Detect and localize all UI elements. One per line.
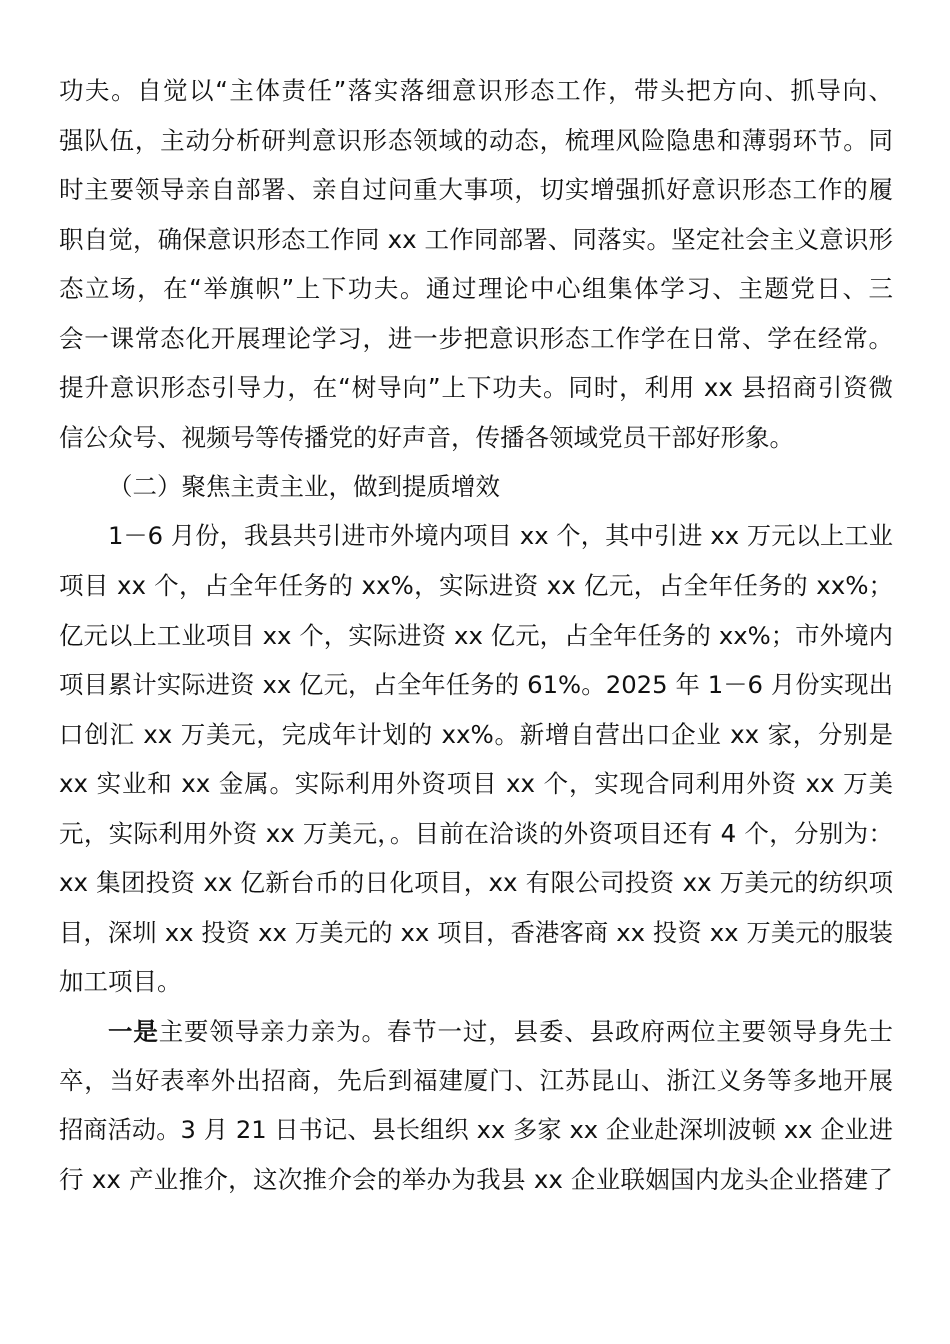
text-line: 卒，当好表率外出招商，先后到福建厦门、江苏昆山、浙江义务等多地开展 — [59, 1066, 893, 1095]
paragraph-ideology-work — [59, 66, 893, 462]
text-line: 1－6 月份，我县共引进市外境内项目 xx 个，其中引进 xx 万元以上工业 — [108, 521, 893, 550]
text-line: 口创汇 xx 万美元，完成年计划的 xx%。新增自营出口企业 xx 家，分别是 — [59, 719, 893, 749]
text-line: 会一课常态化开展理论学习，进一步把意识形态工作学在日常、学在经常。 — [59, 323, 893, 353]
text-line: 加工项目。 — [59, 967, 182, 996]
text-line: 亿元以上工业项目 xx 个，实际进资 xx 亿元，占全年任务的 xx%；市外境内 — [59, 620, 893, 650]
section-heading: （二）聚焦主责主业，做到提质增效 — [108, 472, 500, 501]
text-line: 招商活动。3 月 21 日书记、县长组织 xx 多家 xx 企业赴深圳波顿 xx 企业进 — [59, 1115, 893, 1144]
text-line — [59, 1007, 893, 1057]
paragraph-leadership — [59, 1007, 893, 1205]
text-line: 目，深圳 xx 投资 xx 万美元的 xx 项目，香港客商 xx 投资 xx 万美元的服装 — [59, 917, 893, 947]
paragraph-investment-results — [59, 512, 893, 1007]
text-line: 功夫。自觉以“主体责任”落实落细意识形态工作，带头把方向、抓导向、 — [59, 76, 893, 105]
text-line: 行 xx 产业推介，这次推介会的举办为我县 xx 企业联姻国内龙头企业搭建了 — [59, 1165, 893, 1194]
document-body — [59, 66, 893, 1205]
text-line: xx 实业和 xx 金属。实际利用外资项目 xx 个，实现合同利用外资 xx 万美 — [59, 769, 893, 798]
text-line: 态立场，在“举旗帜”上下功夫。通过理论中心组集体学习、主题党日、三 — [59, 274, 893, 303]
text-line: xx 集团投资 xx 亿新台币的日化项目，xx 有限公司投资 xx 万美元的纺织项 — [59, 868, 893, 897]
text-line: 提升意识形态引导力，在“树导向”上下功夫。同时，利用 xx 县招商引资微 — [59, 373, 893, 402]
text-line: 项目 xx 个，占全年任务的 xx%，实际进资 xx 亿元，占全年任务的 xx%； — [59, 571, 893, 600]
text-line: 信公众号、视频号等传播党的好声音，传播各领域党员干部好形象。 — [59, 422, 794, 452]
text-segment: 主要领导亲力亲为。春节一过，县委、县政府两位主要领导身先士 — [158, 1016, 894, 1046]
text-line: 项目累计实际进资 xx 亿元，占全年任务的 61%。2025 年 1－6 月份实现出 — [59, 670, 893, 699]
text-line: 强队伍，主动分析研判意识形态领域的动态，梳理风险隐患和薄弱环节。同 — [59, 125, 893, 155]
text-line: 职自觉，确保意识形态工作同 xx 工作同部署、同落实。坚定社会主义意识形 — [59, 224, 893, 254]
text-line: 元，实际利用外资 xx 万美元，。目前在洽谈的外资项目还有 4 个，分别为： — [59, 818, 893, 848]
text-line: 时主要领导亲自部署、亲自过问重大事项，切实增强抓好意识形态工作的履 — [59, 175, 893, 204]
lead-phrase: 一是 — [108, 1016, 159, 1046]
